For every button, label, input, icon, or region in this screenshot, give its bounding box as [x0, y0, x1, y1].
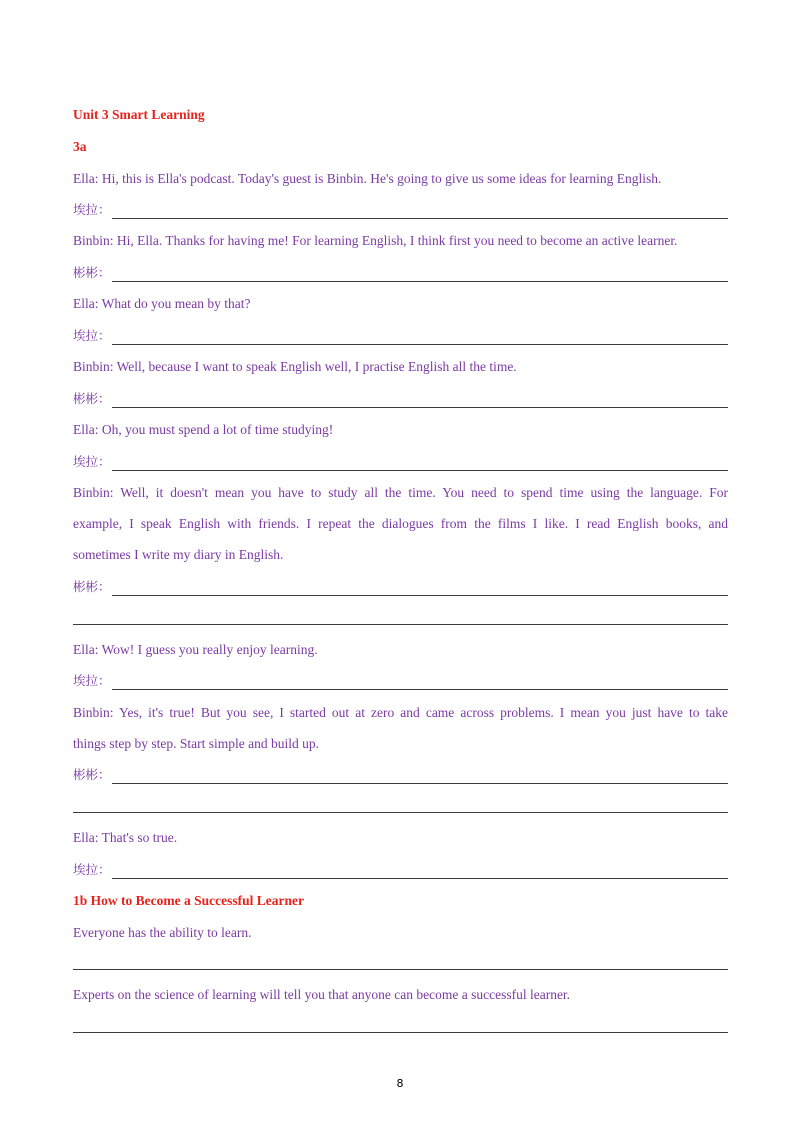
speaker-label: 埃拉：: [73, 202, 111, 217]
translation-blank[interactable]: [112, 394, 728, 408]
speaker-label: 埃拉：: [73, 862, 111, 877]
speaker-label: 埃拉：: [73, 673, 111, 688]
translation-row-ella-3: [73, 453, 728, 471]
speaker-label: 彬彬：: [73, 391, 111, 406]
translation-line-2[interactable]: [73, 1032, 728, 1033]
dialogue-line-ella-2: Ella: What do you mean by that?: [73, 296, 251, 311]
dialogue-line-ella-4: Ella: Wow! I guess you really enjoy learning.: [73, 642, 318, 657]
translation-extra-line[interactable]: [73, 812, 728, 813]
section-1b-heading: 1b How to Become a Successful Learner: [73, 893, 304, 908]
translation-blank[interactable]: [112, 205, 728, 219]
dialogue-line-binbin-1: Binbin: Hi, Ella. Thanks for having me! For learning English, I think first you need to become an active learner.: [73, 233, 678, 248]
translation-row-ella-1: [73, 201, 728, 219]
dialogue-line-binbin-4a: Binbin: Yes, it's true! But you see, I started out at zero and came across problems. I mean you just have to take: [73, 705, 728, 720]
speaker-label: 埃拉：: [73, 454, 111, 469]
translation-row-ella-4: [73, 672, 728, 690]
speaker-label: 彬彬：: [73, 767, 111, 782]
sentence-1: Everyone has the ability to learn.: [73, 925, 252, 940]
speaker-label: 埃拉：: [73, 328, 111, 343]
translation-row-binbin-3: [73, 578, 728, 596]
speaker-label: 彬彬：: [73, 265, 111, 280]
translation-blank[interactable]: [112, 268, 728, 282]
translation-row-binbin-4: [73, 766, 728, 784]
translation-extra-line[interactable]: [73, 624, 728, 625]
translation-row-ella-5: [73, 861, 728, 879]
dialogue-line-ella-3: Ella: Oh, you must spend a lot of time studying!: [73, 422, 334, 437]
unit-title: Unit 3 Smart Learning: [73, 107, 205, 122]
speaker-label: 彬彬：: [73, 579, 111, 594]
dialogue-line-binbin-3c: sometimes I write my diary in English.: [73, 547, 284, 562]
translation-blank[interactable]: [112, 331, 728, 345]
translation-blank[interactable]: [112, 865, 728, 879]
translation-blank[interactable]: [112, 582, 728, 596]
translation-row-binbin-2: [73, 390, 728, 408]
dialogue-line-binbin-3a: Binbin: Well, it doesn't mean you have to study all the time. You need to spend time using the language. For: [73, 485, 728, 500]
translation-line-1[interactable]: [73, 969, 728, 970]
section-3a-heading: 3a: [73, 139, 87, 154]
sentence-2: Experts on the science of learning will tell you that anyone can become a successful learner.: [73, 987, 571, 1002]
translation-row-ella-2: [73, 327, 728, 345]
dialogue-line-binbin-3b: example, I speak English with friends. I repeat the dialogues from the films I like. I read English books, and: [73, 516, 728, 531]
translation-blank[interactable]: [112, 770, 728, 784]
dialogue-line-ella-1: Ella: Hi, this is Ella's podcast. Today's guest is Binbin. He's going to give us some ideas for learning English.: [73, 171, 662, 186]
page-number: 8: [396, 1077, 404, 1090]
dialogue-line-binbin-2: Binbin: Well, because I want to speak English well, I practise English all the time.: [73, 359, 517, 374]
dialogue-line-ella-5: Ella: That's so true.: [73, 830, 178, 845]
translation-blank[interactable]: [112, 676, 728, 690]
translation-row-binbin-1: [73, 264, 728, 282]
translation-blank[interactable]: [112, 457, 728, 471]
dialogue-line-binbin-4b: things step by step. Start simple and build up.: [73, 736, 319, 751]
